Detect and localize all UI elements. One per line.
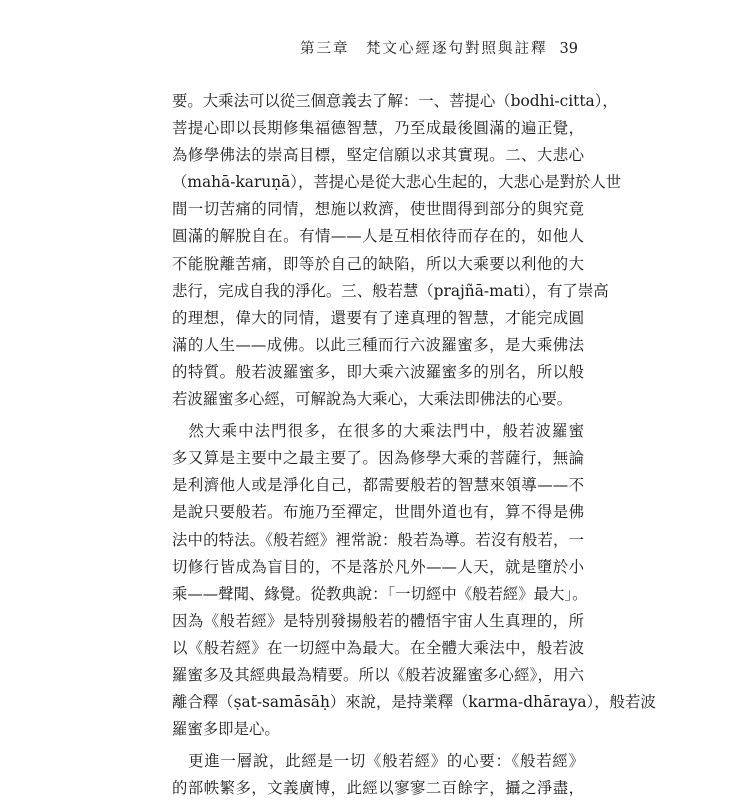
text-line: 以《般若經》在一切經中為最大。在全體大乘法中，般若波 <box>172 638 584 657</box>
text-line: 菩提心即以長期修集福德智慧，乃至成最後圓滿的遍正覺， <box>172 119 584 138</box>
body-text <box>172 88 656 798</box>
text-line: 若波羅蜜多心經，可解說為大乘心，大乘法即佛法的心要。 <box>172 390 573 409</box>
text-line: 的理想，偉大的同情，還要有了達真理的智慧，才能完成圓 <box>172 308 584 327</box>
text-line: 的部帙繁多，文義廣博，此經以寥寥二百餘字，攝之淨盡， <box>172 779 584 798</box>
page-number: 39 <box>559 41 578 57</box>
text-line: 因為《般若經》是特別發揚般若的體悟宇宙人生真理的，所 <box>172 611 584 630</box>
text-line: 滿的人生——成佛。以此三種而行六波羅蜜多，是大乘佛法 <box>172 335 584 354</box>
text-line: 間一切苦痛的同情，想施以救濟，使世間得到部分的與究竟 <box>172 200 584 219</box>
text-line: 切修行皆成為盲目的，不是落於凡外——人天，就是墮於小 <box>172 557 584 576</box>
text-line: 要。大乘法可以從三個意義去了解：一、菩提心（bodhi-citta）， <box>172 92 618 110</box>
paragraph-1 <box>172 88 622 413</box>
paragraph-2 <box>172 418 656 743</box>
text-line: 悲行，完成自我的淨化。三、般若慧（prajñā-mati），有了崇高 <box>172 281 609 300</box>
text-line: 然大乘中法門很多，在很多的大乘法門中，般若波羅蜜 <box>172 422 584 441</box>
text-line: 法中的特法。《般若經》裡常說：般若為導。若沒有般若，一 <box>172 530 584 549</box>
chapter-title: 梵文心經逐句對照與註釋 <box>366 41 548 57</box>
text-line: 多又算是主要中之最主要了。因為修學大乘的菩薩行，無論 <box>172 449 584 468</box>
chapter-label: 第三章 <box>300 41 350 57</box>
text-line: 的特質。般若波羅蜜多，即大乘六波羅蜜多的別名，所以般 <box>172 362 584 381</box>
text-line: 為修學佛法的崇高目標，堅定信願以求其實現。二、大悲心 <box>172 146 584 165</box>
text-line: 不能脫離苦痛，即等於自己的缺陷，所以大乘要以利他的大 <box>172 254 584 273</box>
text-line: 乘——聲聞、緣覺。從教典說：「一切經中《般若經》最大」。 <box>172 584 588 603</box>
text-line: 羅蜜多即是心。 <box>172 720 280 739</box>
text-line: （mahā-karuṇā），菩提心是從大悲心生起的，大悲心是對於人世 <box>172 173 622 192</box>
text-line: 更進一層說，此經是一切《般若經》的心要：《般若經》 <box>172 752 584 771</box>
running-header <box>172 38 578 60</box>
text-line: 是說只要般若。布施乃至禪定，世間外道也有，算不得是佛 <box>172 503 584 522</box>
text-line: 離合釋（ṣat-samāsāḥ）來說，是持業釋（karma-dhāraya），般若波 <box>172 693 656 712</box>
paragraph-3 <box>172 748 584 802</box>
text-line: 圓滿的解脫自在。有情——人是互相依待而存在的，如他人 <box>172 227 584 246</box>
text-line: 是利濟他人或是淨化自己，都需要般若的智慧來領導——不 <box>172 476 584 495</box>
text-line: 羅蜜多及其經典最為精要。所以《般若波羅蜜多心經》，用六 <box>172 665 584 684</box>
